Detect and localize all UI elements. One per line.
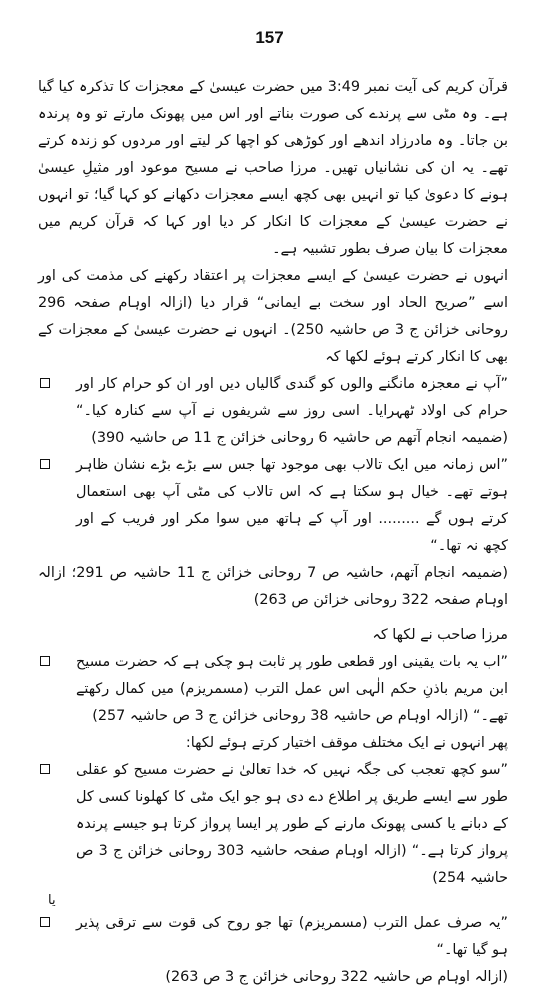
checkbox-icon [40, 459, 50, 469]
page-body [38, 74, 508, 991]
quote-text: ”آپ نے معجزہ مانگنے والوں کو گندی گالیاں دیں اور ان کو حرام کار اور حرام کی اولاد ٹھہرایا۔ اسی روز سے شریفوں نے آپ سے کنارہ کیا۔“ (ضمیمہ انجام آتھم ص حاشیہ 6 روحانی خزائن ج 11 ص حاشیہ 390) [76, 376, 508, 446]
quote-text: ”یہ صرف عمل الترب (مسمریزم) تھا جو روح کی قوت سے ترقی پذیر ہو گیا تھا۔“ [76, 915, 508, 958]
page-number: 157 [255, 28, 284, 47]
quote-block-3 [76, 649, 508, 730]
checkbox-icon [40, 917, 50, 927]
paragraph-intro-3: پھر انہوں نے ایک مختلف موقف اختیار کرتے ہوئے لکھا: [185, 735, 508, 751]
paragraph-intro: قرآن کریم کی آیت نمبر 3:49 میں حضرت عیسیٰ کے معجزات کا تذکرہ کیا گیا ہے۔ وہ مٹی سے پرندے کی صورت بناتے اور اس میں پھونک مارتے تو وہ پرندہ بن جاتا۔ وہ مادرزاد اندھے اور کوڑھی کو اچھا کر لیتے اور مردوں کو زندہ کرتے تھے۔ یہ ان کی نشانیاں تھیں۔ مرزا صاحب نے مسیح موعود اور مثیلِ عیسیٰ ہونے کا دعویٰ کیا تو انہیں بھی کچھ ایسے معجزات دکھانے کو کہا گیا؛ تو انہوں نے حضرت عیسیٰ کے معجزات کا انکار کر دیا اور کہا کہ قرآن کریم میں معجزات کا بیان صرف بطور تشبیہ ہے۔ [38, 79, 508, 257]
paragraph-intro-2: مرزا صاحب نے لکھا کہ [372, 627, 508, 643]
margin-mark: یا [48, 893, 56, 908]
paragraph-condemnation: انہوں نے حضرت عیسیٰ کے ایسے معجزات پر اعتقاد رکھنے کی مذمت کی اور اسے ”صریح الحاد اور سخت بے ایمانی“ قرار دیا (ازالہ اوہام صفحہ 296 روحانی خزائن ج 3 ص حاشیہ 250)۔ انہوں نے حضرت عیسیٰ کے معجزات کے بھی کا انکار کرتے ہوئے لکھا کہ [38, 268, 508, 365]
quote-block-2 [76, 452, 508, 560]
quote-reference: (ازالہ اوہام ص حاشیہ 322 روحانی خزائن ج 3 ص 263) [165, 969, 508, 985]
quote-text: ”اس زمانہ میں ایک تالاب بھی موجود تھا جس سے بڑے بڑے نشان ظاہر ہوتے تھے۔ خیال ہو سکتا ہے کہ اس تالاب کی مٹی آپ بھی استعمال کرتے ہوں گے ......... اور آپ کے ہاتھ میں سوا مکر اور فریب کے اور کچھ نہ تھا۔“ [76, 457, 508, 554]
checkbox-icon [40, 656, 50, 666]
checkbox-icon [40, 764, 50, 774]
quote-block-5 [76, 910, 508, 964]
quote-text: ”اب یہ بات یقینی اور قطعی طور پر ثابت ہو چکی ہے کہ حضرت مسیح ابن مریم باذنِ حکم الٰہی اس عمل الترب (مسمریزم) میں کمال رکھتے تھے۔“ (ازالہ اوہام ص حاشیہ 38 روحانی خزائن ج 3 ص حاشیہ 257) [76, 654, 508, 724]
quote-block-4 [76, 757, 508, 892]
quote-text: ”سو کچھ تعجب کی جگہ نہیں کہ خدا تعالیٰ نے حضرت مسیح کو عقلی طور سے ایسے طریق پر اطلاع دے دی ہو جو ایک مٹی کا کھلونا کسی کل کے دبانے یا کسی پھونک مارنے کے طور پر ایسا پرواز کرتا ہو جیسے پرندہ پرواز کرتا ہے۔“ (ازالہ اوہام صفحہ حاشیہ 303 روحانی خزائن ج 3 ص حاشیہ 254) [76, 762, 508, 886]
quote-reference: (ضمیمہ انجام آتھم، حاشیہ ص 7 روحانی خزائن ج 11 حاشیہ ص 291؛ ازالہ اوہام صفحہ 322 روحانی خزائن ص 263) [38, 565, 508, 608]
quote-block-1 [76, 371, 508, 452]
spacer [38, 614, 508, 622]
checkbox-icon [40, 378, 50, 388]
